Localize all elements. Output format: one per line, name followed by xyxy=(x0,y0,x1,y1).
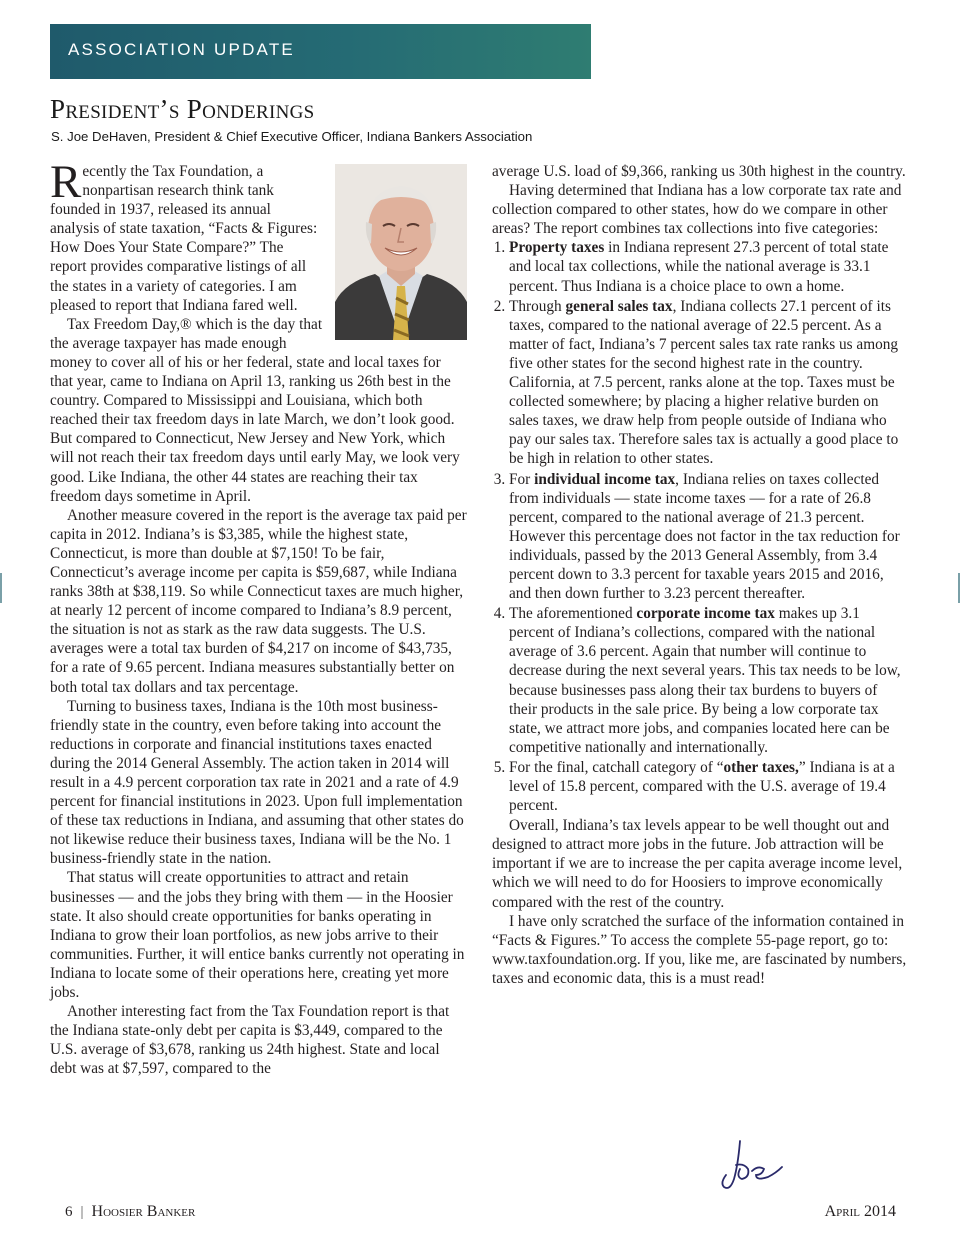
body-paragraph: Another interesting fact from the Tax Foundation report is that the Indiana state-only debt per capita is $3,449, compared to the U.S. average of $3,678, ranking us 24th highest. State and local debt was at $7,597, compared to the xyxy=(50,1003,450,1078)
portrait-illustration xyxy=(335,164,467,340)
page-title: President’s Ponderings xyxy=(50,94,315,124)
body-paragraph: Tax Freedom Day,® which is the day that the average taxpayer has made enough money to cover all of his or her federal, state and local taxes for that year, came to Indiana on April 13, ranking us 26th best in the country. Compared to Mississippi and Louisiana, which both reached their tax freedom days in late March, we don’t look good. But compared to Connecticut, New Jersey and New York, which will not reach their tax freedom days until early May, we look very good. Like Indiana, the other 44 states are reaching their tax freedom days sometime in April. xyxy=(50,315,460,505)
body-paragraph: Another measure covered in the report is the average tax paid per capita in 2012. Indiana’s is $3,385, while the highest state, Connecticut, is more than double at $7,150! To be fair, Connecticut’s average income per capita is $59,687, while Indiana ranks 38th at $38,119. So while Connecticut taxes are much higher, at nearly 12 percent of income compared to Indiana’s 8.9 percent, the situation is not as stark as the raw data suggests. The U.S. averages were a total tax burden of $4,217 on income of $43,735, for a rate of 9.65 percent. Indiana measures substantially better on both total tax dollars and tax percentage. xyxy=(50,506,467,696)
list-item: 1. Property taxes in Indiana represent 27.3 percent of total state and local tax collections, while the national average is 33.1 percent. Thus Indiana is a choice place to own a home. xyxy=(509,238,908,295)
author-portrait xyxy=(335,164,467,340)
section-label: ASSOCIATION UPDATE xyxy=(68,40,295,59)
page-footer xyxy=(65,1203,195,1221)
author-byline: S. Joe DeHaven, President & Chief Executive Officer, Indiana Bankers Association xyxy=(51,129,533,144)
issue-date: April 2014 xyxy=(824,1203,896,1220)
list-item: 5. For the final, catchall category of “other taxes,” Indiana is at a level of 15.8 percent, compared with the U.S. average of 19.4 percent. xyxy=(509,758,908,815)
body-paragraph: average U.S. load of $9,366, ranking us 30th highest in the country. xyxy=(492,163,906,180)
body-paragraph: Turning to business taxes, Indiana is the 10th most business-friendly state in the country, even before taking into account the reductions in corporate and financial institutions taxes enacted during the 2014 General Assembly. The action taken in 2014 will result in a 4.9 percent corporation tax rate in 2021 and a rate of 4.9 percent for financial institutions in 2023. Upon full implementation of these tax reductions in Indiana, and assuming that other states do not likewise reduce their business taxes, Indiana will be the No. 1 business-friendly state in the nation. xyxy=(50,697,464,868)
right-column xyxy=(492,162,908,988)
list-item: 3. For individual income tax, Indiana relies on taxes collected from individuals — state income taxes — for a rate of 26.8 percent, compared to the national average of 21.3 percent. However this percentage does not factor in the tax reduction for individuals, passed by the 2013 General Assembly, from 3.4 percent down to 3.3 percent for taxable years 2015 and 2016, and then down further to 3.23 percent thereafter. xyxy=(509,470,908,604)
body-paragraph: That status will create opportunities to attract and retain businesses — and the jobs they bring with them — in the Hoosier state. It also should create opportunities for banks operating in Indiana to grow their loan portfolios, as new jobs arrive to their communities. Further, it will entice banks currently not operating in Indiana to locate some of their operations here, creating yet more jobs. xyxy=(50,869,465,1002)
left-column xyxy=(50,156,467,1079)
list-item: 4. The aforementioned corporate income tax makes up 3.1 percent of Indiana’s collections, compared with the national average of 3.6 percent. Again that number will continue to decrease during the next several years. This tax needs to be low, because businesses pass along their tax burdens to buyers of their products in the sale price. By being a low corporate tax state, we attract more jobs, and companies located here can be competitive nationally and internationally. xyxy=(509,604,908,757)
section-banner xyxy=(50,24,591,79)
signature xyxy=(718,1135,788,1195)
body-paragraph: I have only scratched the surface of the information contained in “Facts & Figures.” To access the complete 55-page report, go to: www.taxfoundation.org. If you, like me, are fascinated by numbers, taxes and economic data, this is a must read! xyxy=(492,912,907,987)
drop-cap: R xyxy=(50,156,82,208)
page-number: 6 xyxy=(65,1204,73,1220)
intro-paragraph: Recently the Tax Foundation, a nonpartisan research think tank founded in 1937, released its annual analysis of state taxation, “Facts & Figures: How Does Your State Compare?” The report provides comparative listings of all the states in a variety of categories. I am pleased to report that Indiana fared well. xyxy=(50,156,318,314)
footer-divider: | xyxy=(80,1204,84,1220)
list-item: 2. Through general sales tax, Indiana collects 27.1 percent of its taxes, compared to the national average of 22.5 percent. As a matter of fact, Indiana’s 7 percent sales tax rate ranks us among five other states for the second highest rate in the country. California, at 7.5 percent, ranks alone at the top. Taxes must be collected somewhere; by placing a higher relative burden on sales taxes, we draw help from people outside of Indiana who pay our sales tax. Therefore sales tax is actually a good place to be high in relation to other states. xyxy=(509,297,908,469)
tax-categories-list xyxy=(492,238,908,815)
body-paragraph: Having determined that Indiana has a low corporate tax rate and collection compared to other states, how do we compare in other areas? The report combines tax collections into five categories: xyxy=(492,182,902,238)
body-paragraph: Overall, Indiana’s tax levels appear to be well thought out and designed to attract more jobs in the future. Job attraction will be important if we are to increase the per capita average income level, which we will need to do for Hoosiers to improve economically compared with the rest of the country. xyxy=(492,817,903,911)
publication-name: Hoosier Banker xyxy=(91,1203,196,1220)
edge-mark xyxy=(0,573,2,603)
